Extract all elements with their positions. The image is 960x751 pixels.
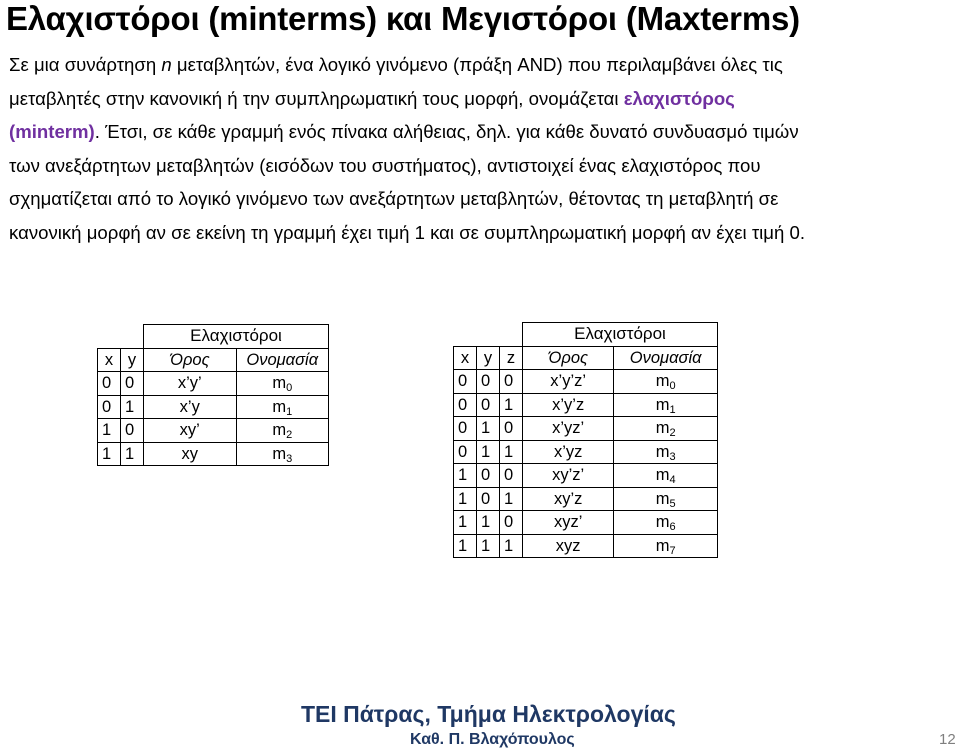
minterm-symbol: m [655, 419, 670, 437]
minterm-symbol: m [655, 489, 670, 508]
cell-y: 0 [477, 370, 500, 394]
cell-z: 1 [500, 393, 523, 417]
empty-cell [454, 323, 477, 347]
cell-z: 0 [500, 417, 523, 441]
minterm-symbol: m [655, 372, 670, 390]
table-row [98, 372, 329, 396]
col-header-x: x [98, 348, 121, 372]
table-row [98, 395, 329, 419]
paragraph-line: σχηματίζεται από το λογικό γινόμενο των ανεξάρτητων μεταβλητών, θέτοντας τη μεταβλητή σε [9, 188, 779, 210]
cell-x: 0 [98, 395, 121, 419]
cell-term: x’y’z [523, 393, 614, 417]
cell-y: 1 [121, 442, 144, 466]
cell-x: 0 [454, 393, 477, 417]
cell-z: 0 [500, 464, 523, 488]
minterm-index: 2 [286, 429, 293, 441]
minterm-index: 5 [669, 497, 676, 510]
cell-term: xyz’ [523, 511, 614, 535]
cell-term: xy’ [144, 419, 237, 443]
cell-name [236, 395, 329, 419]
minterms-3var-table [453, 322, 718, 558]
minterm-index: 1 [286, 405, 293, 418]
cell-term: xy’z’ [523, 464, 614, 488]
cell-name [614, 417, 718, 441]
cell-term: xy [144, 442, 237, 466]
empty-cell [477, 323, 500, 347]
minterm-symbol: m [272, 374, 287, 392]
cell-name [614, 487, 718, 511]
col-header-y: y [121, 348, 144, 372]
minterm-symbol: m [272, 444, 287, 463]
table-row [454, 440, 718, 464]
footer-author: Καθ. Π. Βλαχόπουλος [410, 731, 575, 748]
cell-y: 0 [477, 464, 500, 488]
cell-term: x’yz [523, 440, 614, 464]
cell-name [614, 393, 718, 417]
table-row [454, 393, 718, 417]
table-row [454, 417, 718, 441]
cell-name [236, 372, 329, 396]
table-row [454, 370, 718, 394]
col-header-term: Όρος [144, 348, 237, 372]
cell-y: 0 [121, 419, 144, 443]
cell-y: 1 [477, 511, 500, 535]
text-run: μεταβλητών, ένα λογικό γινόμενο (πράξη AND) που περιλαμβάνει όλες τις [171, 54, 783, 75]
cell-name [614, 511, 718, 535]
minterm-index: 1 [669, 403, 676, 416]
paragraph-line: κανονική μορφή αν σε εκείνη τη γραμμή έχει τιμή 1 και σε συμπληρωματική μορφή αν έχει τιμή 0. [9, 221, 806, 243]
minterm-index: 6 [669, 521, 676, 533]
text-run: . Έτσι, σε κάθε γραμμή ενός πίνακα αλήθειας, δηλ. για κάθε δυνατό συνδυασμό τιμών [94, 121, 799, 143]
table-row [98, 442, 329, 466]
cell-z: 1 [500, 487, 523, 511]
cell-term: xy’z [523, 487, 614, 511]
table-row [454, 464, 718, 488]
minterm-symbol: m [272, 421, 287, 439]
footer-institution: ΤΕΙ Πάτρας, Τμήμα Ηλεκτρολογίας [301, 701, 676, 727]
table-row [98, 419, 329, 443]
minterms-2var-table [97, 324, 329, 466]
cell-z: 1 [500, 534, 523, 558]
col-header-name: Ονομασία [614, 346, 718, 370]
empty-cell [500, 323, 523, 347]
table-row [454, 487, 718, 511]
minterm-symbol: m [655, 536, 670, 555]
empty-cell [121, 325, 144, 349]
text-run: μεταβλητές στην κανονική ή την συμπληρωματική τους μορφή, ονομάζεται [9, 87, 624, 109]
minterm-index: 4 [669, 474, 676, 486]
cell-y: 0 [121, 372, 144, 396]
cell-term: x’y’z’ [523, 370, 614, 394]
cell-y: 0 [477, 393, 500, 417]
cell-name [614, 440, 718, 464]
cell-z: 1 [500, 440, 523, 464]
minterm-index: 0 [669, 380, 676, 392]
minterm-index: 2 [669, 427, 676, 439]
cell-term: x’y [144, 395, 237, 419]
cell-y: 1 [477, 417, 500, 441]
cell-name [236, 419, 329, 443]
cell-x: 1 [98, 442, 121, 466]
col-header-name: Ονομασία [236, 348, 329, 372]
cell-x: 1 [98, 419, 121, 443]
page-title: Ελαχιστόροι (minterms) και Μεγιστόροι (Maxterms) [6, 0, 800, 37]
col-header-x: x [454, 346, 477, 370]
table-row [454, 511, 718, 535]
col-header-z: z [500, 346, 523, 370]
minterm-symbol: m [655, 395, 670, 414]
highlight-term: (minterm) [9, 121, 95, 143]
cell-y: 1 [121, 395, 144, 419]
group-header: Ελαχιστόροι [523, 323, 718, 347]
col-header-y: y [477, 346, 500, 370]
minterm-index: 7 [669, 544, 676, 557]
col-header-term: Όρος [523, 346, 614, 370]
cell-term: x’y’ [144, 372, 237, 396]
cell-x: 1 [454, 464, 477, 488]
table-row [454, 534, 718, 558]
cell-y: 1 [477, 440, 500, 464]
cell-term: x’yz’ [523, 417, 614, 441]
page-number: 12 [939, 731, 956, 748]
cell-x: 1 [454, 534, 477, 558]
intro-paragraph [9, 48, 954, 250]
cell-x: 1 [454, 511, 477, 535]
cell-x: 0 [454, 440, 477, 464]
paragraph-line [9, 48, 954, 82]
paragraph-line [9, 115, 954, 149]
cell-y: 0 [477, 487, 500, 511]
cell-z: 0 [500, 511, 523, 535]
text-run: Σε μια συνάρτηση [9, 54, 162, 75]
cell-x: 1 [454, 487, 477, 511]
cell-x: 0 [98, 372, 121, 396]
cell-x: 0 [454, 370, 477, 394]
minterm-index: 3 [669, 450, 676, 463]
minterm-symbol: m [655, 513, 670, 531]
cell-name [614, 370, 718, 394]
minterm-symbol: m [272, 397, 287, 416]
variable-n: n [161, 54, 172, 75]
cell-name [236, 442, 329, 466]
cell-name [614, 534, 718, 558]
cell-name [614, 464, 718, 488]
cell-y: 1 [477, 534, 500, 558]
minterm-index: 3 [286, 452, 293, 465]
paragraph-line [9, 82, 954, 116]
highlight-term: ελαχιστόρος [623, 87, 735, 109]
minterm-symbol: m [655, 442, 670, 461]
group-header: Ελαχιστόροι [144, 325, 329, 349]
paragraph-line: των ανεξάρτητων μεταβλητών (εισόδων του συστήματος), αντιστοιχεί ένας ελαχιστόρος που [9, 154, 761, 176]
cell-term: xyz [523, 534, 614, 558]
empty-cell [98, 325, 121, 349]
cell-z: 0 [500, 370, 523, 394]
cell-x: 0 [454, 417, 477, 441]
minterm-index: 0 [286, 382, 293, 394]
minterm-symbol: m [655, 466, 670, 484]
